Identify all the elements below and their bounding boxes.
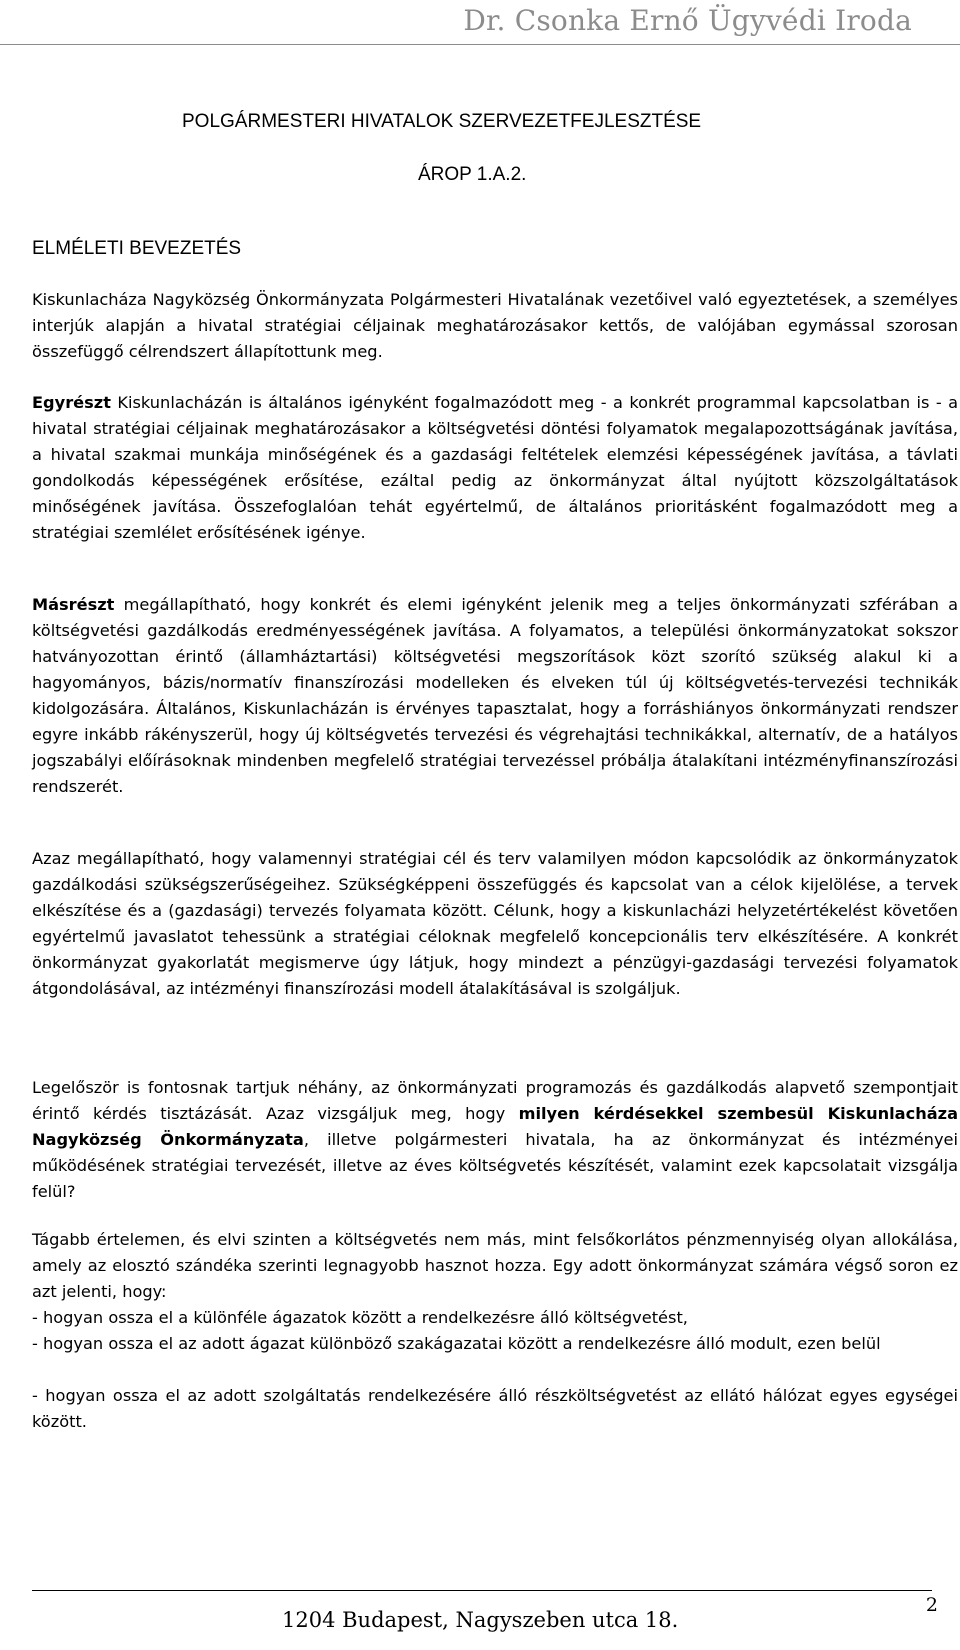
paragraph-masreszt <box>32 592 958 800</box>
paragraph-intro: Kiskunlacháza Nagyközség Önkormányzata Polgármesteri Hivatalának vezetőivel való egyeztetések, a személyes interjúk alapján a hivatal stratégiai céljainak meghatározásakor kettős, de valójában egymással szorosan összefüggő célrendszert állapítottunk meg. <box>32 290 958 361</box>
footer-divider <box>32 1590 932 1591</box>
paragraph-lead: Egyrészt <box>32 393 111 412</box>
paragraph-emphasis: milyen kérdésekkel szembesül Kiskunlacháza Nagyközség Önkormányzata <box>32 1104 958 1149</box>
paragraph-azaz: Azaz megállapítható, hogy valamennyi stratégiai cél és terv valamilyen módon kapcsolódik az önkormányzatok gazdálkodási szükségszerűségeihez. Szükségképpeni összefüggés és kapcsolat van a célok kijelölése, a tervek elkészítése és a (gazdasági) tervezés folyamata között. Célunk, hogy a kiskunlacházi helyzetértékelést követően egyértelmű javaslatot tehessünk a stratégiai céloknak megfelelő koncepcionális terv elkészítésére. A konkrét önkormányzat gyakorlatát megismerve úgy látjuk, hogy mindezt a pénzügyi-gazdasági tervezési folyamatok átgondolásával, az intézményi finanszírozási modell átalakításával is szolgáljuk. <box>32 849 958 998</box>
page-footer <box>0 1590 960 1650</box>
page-header <box>0 4 960 44</box>
paragraph-body: megállapítható, hogy konkrét és elemi igényként jelenik meg a teljes önkormányzati szférában a költségvetési gazdálkodás eredményességének javítása. A folyamatos, a települési önkormányzatokat sokszor hatványozottan érintő (államháztartási) költségvetési megszorítások közt szorító szükség alakul ki a hagyományos, bázis/normatív finanszírozási modelleken és elveken túl új költségvetés-tervezési technikák kidolgozására. Általános, Kiskunlacházán is érvényes tapasztalat, hogy a forráshiányos önkormányzati rendszer egyre inkább rákényszerül, hogy új költségvetés tervezési és végrehajtási technikákkal, alternatív, de a hatályos jogszabályi előírásoknak mindenben megfelelő stratégiai tervezéssel próbálja átalakítani intézményfinanszírozási rendszerét. <box>32 595 958 796</box>
list-item: - hogyan ossza el a különféle ágazatok között a rendelkezésre álló költségvetést, <box>32 1308 688 1327</box>
list-item: - hogyan ossza el az adott ágazat különböző szakágazatai között a rendelkezésre álló modult, ezen belül <box>32 1334 881 1353</box>
paragraph-tagabb: Tágabb értelemen, és elvi szinten a költségvetés nem más, mint felsőkorlátos pénzmennyiség olyan allokálása, amely az elosztó szándéka szerinti legnagyobb hasznot hozza. Egy adott önkormányzat számára végső soron ez azt jelenti, hogy: <box>32 1230 958 1301</box>
document-subtitle: ÁROP 1.A.2. <box>418 164 527 185</box>
header-divider <box>0 44 960 45</box>
paragraph-body: Kiskunlacházán is általános igényként fogalmazódott meg - a konkrét programmal kapcsolatban is - a hivatal stratégiai céljainak meghatározásakor a költségvetési döntési folyamatok megalapozottságának javítása, a hivatal szakmai munkája minőségének és a gazdasági feltételek elemzési képességének javítása, a távlati gondolkodás képességének erősítése, ezáltal pedig az önkormányzat által nyújtott közszolgáltatások minőségének javítása. Összefoglalóan tehát egyértelmű, de általános prioritásként fogalmazódott meg a stratégiai szemlélet erősítésének igénye. <box>32 393 958 542</box>
paragraph-body: Legelőször is fontosnak tartjuk néhány, az önkormányzati programozás és gazdálkodás alapvető szempontjait érintő kérdés tisztázását. Azaz vizsgáljuk meg, hogy <box>32 1078 958 1123</box>
list-item: - hogyan ossza el az adott szolgáltatás rendelkezésére álló részköltségvetést az ellátó hálózat egyes egységei között. <box>32 1386 958 1431</box>
footer-address: 1204 Budapest, Nagyszeben utca 18. <box>282 1608 679 1632</box>
paragraph-egyreszt <box>32 390 958 546</box>
section-heading: ELMÉLETI BEVEZETÉS <box>32 238 242 259</box>
page-number: 2 <box>925 1594 938 1616</box>
law-firm-name: Dr. Csonka Ernő Ügyvédi Iroda <box>463 4 912 37</box>
document-title: POLGÁRMESTERI HIVATALOK SZERVEZETFEJLESZTÉSE <box>182 111 702 132</box>
paragraph-body: , illetve polgármesteri hivatala, ha az önkormányzat és intézményei működésének stratégiai tervezését, illetve az éves költségvetés készítését, valamint ezek kapcsolatait vizsgálja felül? <box>32 1130 958 1201</box>
paragraph-legeloszor <box>32 1075 958 1205</box>
paragraph-lead: Másrészt <box>32 595 115 614</box>
